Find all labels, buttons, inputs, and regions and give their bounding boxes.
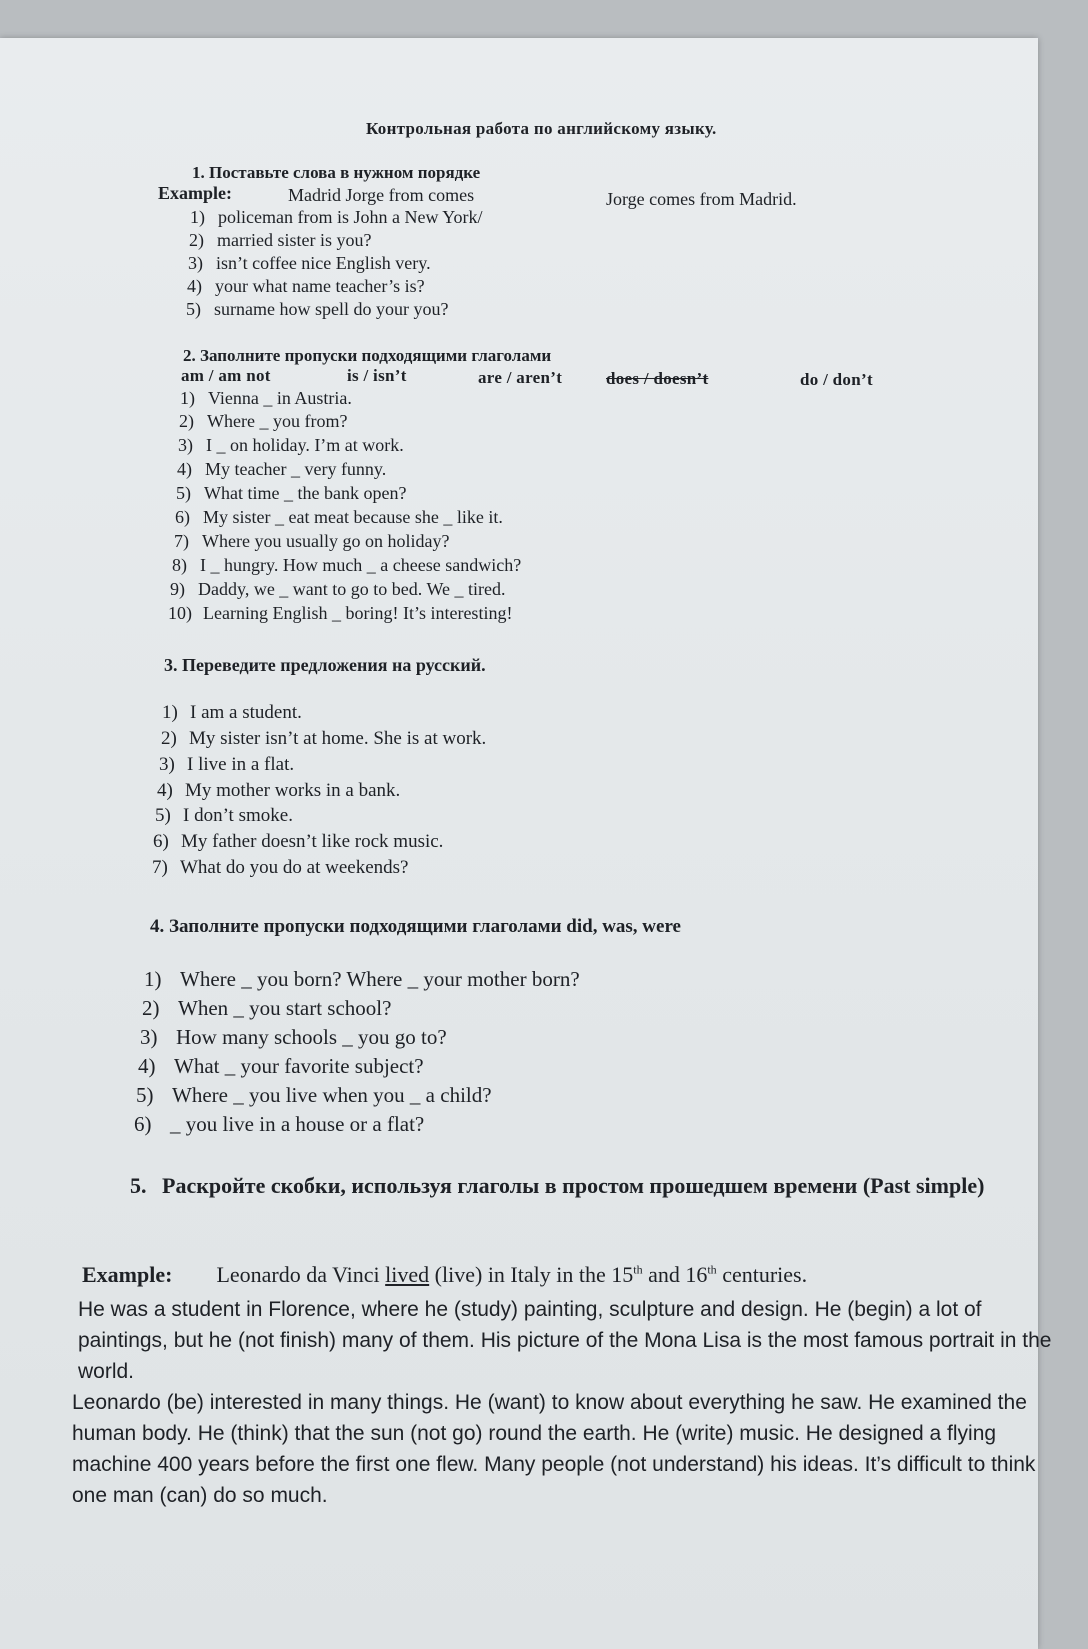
section5-example-label: Example:: [82, 1262, 173, 1287]
verb-option: does / doesn’t: [606, 369, 709, 388]
section2-item: 4) My teacher _ very funny.: [177, 459, 387, 479]
section2-item: 1) Vienna _ in Austria.: [180, 388, 352, 408]
section4-item: 6) _ you live in a house or a flat?: [134, 1112, 425, 1136]
section2-heading: 2. Заполните пропуски подходящими глаголами: [183, 346, 552, 365]
section1-item: 1) policeman from is John a New York/: [190, 207, 483, 227]
section1-example-label: Example:: [158, 183, 232, 203]
section2-item: 9) Daddy, we _ want to go to bed. We _ tired.: [170, 579, 506, 599]
section1-item: 3) isn’t coffee nice English very.: [188, 253, 431, 273]
section2-item: 8) I _ hungry. How much _ a cheese sandwich?: [172, 555, 522, 575]
section5-heading: 5. Раскройте скобки, используя глаголы в простом прошедшем времени (Past simple): [130, 1173, 985, 1198]
section1-item: 4) your what name teacher’s is?: [187, 276, 425, 296]
section5-passage: [62, 1294, 1062, 1511]
section1-example-answer: Jorge comes from Madrid.: [606, 189, 797, 209]
section3-item: 3) I live in a flat.: [159, 754, 295, 775]
section3-heading: 3. Переведите предложения на русский.: [164, 655, 486, 675]
verb-option: is / isn’t: [347, 366, 407, 385]
verb-option: are / aren’t: [478, 368, 563, 387]
section2-item: 2) Where _ you from?: [179, 411, 348, 431]
passage-paragraph-1: He was a student in Florence, where he (study) painting, sculpture and design. He (begin) a lot of paintings, but he (not finish) many of them. His picture of the Mona Lisa is the most famous portrait in the world.: [78, 1298, 1052, 1383]
section3-item: 7) What do you do at weekends?: [152, 857, 409, 878]
section2-item: 10) Learning English _ boring! It’s interesting!: [168, 603, 513, 623]
section2-item: 7) Where you usually go on holiday?: [174, 531, 450, 551]
section3-item: 4) My mother works in a bank.: [157, 780, 401, 801]
section4-item: 5) Where _ you live when you _ a child?: [136, 1083, 492, 1107]
section3-item: 1) I am a student.: [162, 702, 302, 723]
passage-paragraph-2: Leonardo (be) interested in many things. He (want) to know about everything he saw. He examined the human body. He (think) that the sun (not go) round the earth. He (write) music. He designed a flying machine 400 years before the first one flew. Many people (not understand) his ideas. It’s difficult to think one man (can) do so much.: [72, 1391, 1036, 1507]
section3-item: 6) My father doesn’t like rock music.: [153, 831, 444, 852]
verb-option: do / don’t: [800, 370, 873, 389]
section4-heading: 4. Заполните пропуски подходящими глаголами did, was, were: [150, 916, 681, 937]
section4-item: 1) Where _ you born? Where _ your mother born?: [144, 967, 580, 991]
section2-item: 3) I _ on holiday. I’m at work.: [178, 435, 404, 455]
section3-item: 5) I don’t smoke.: [155, 805, 293, 826]
section1-item: 2) married sister is you?: [189, 230, 372, 250]
section2-item: 5) What time _ the bank open?: [176, 483, 407, 503]
page-title: Контрольная работа по английскому языку.: [366, 119, 717, 138]
section5-example: Example: Leonardo da Vinci lived (live) in Italy in the 15th and 16th centuries.: [82, 1262, 808, 1287]
verb-option: am / am not: [181, 366, 271, 385]
section3-item: 2) My sister isn’t at home. She is at work.: [161, 728, 487, 749]
section1-heading: 1. Поставьте слова в нужном порядке: [192, 163, 481, 182]
section4-item: 3) How many schools _ you go to?: [140, 1025, 447, 1049]
section1-item: 5) surname how spell do your you?: [186, 299, 449, 319]
section2-item: 6) My sister _ eat meat because she _ like it.: [175, 507, 503, 527]
section1-example-sentence: Madrid Jorge from comes: [288, 185, 475, 205]
section4-item: 2) When _ you start school?: [142, 996, 392, 1020]
section4-item: 4) What _ your favorite subject?: [138, 1054, 424, 1078]
